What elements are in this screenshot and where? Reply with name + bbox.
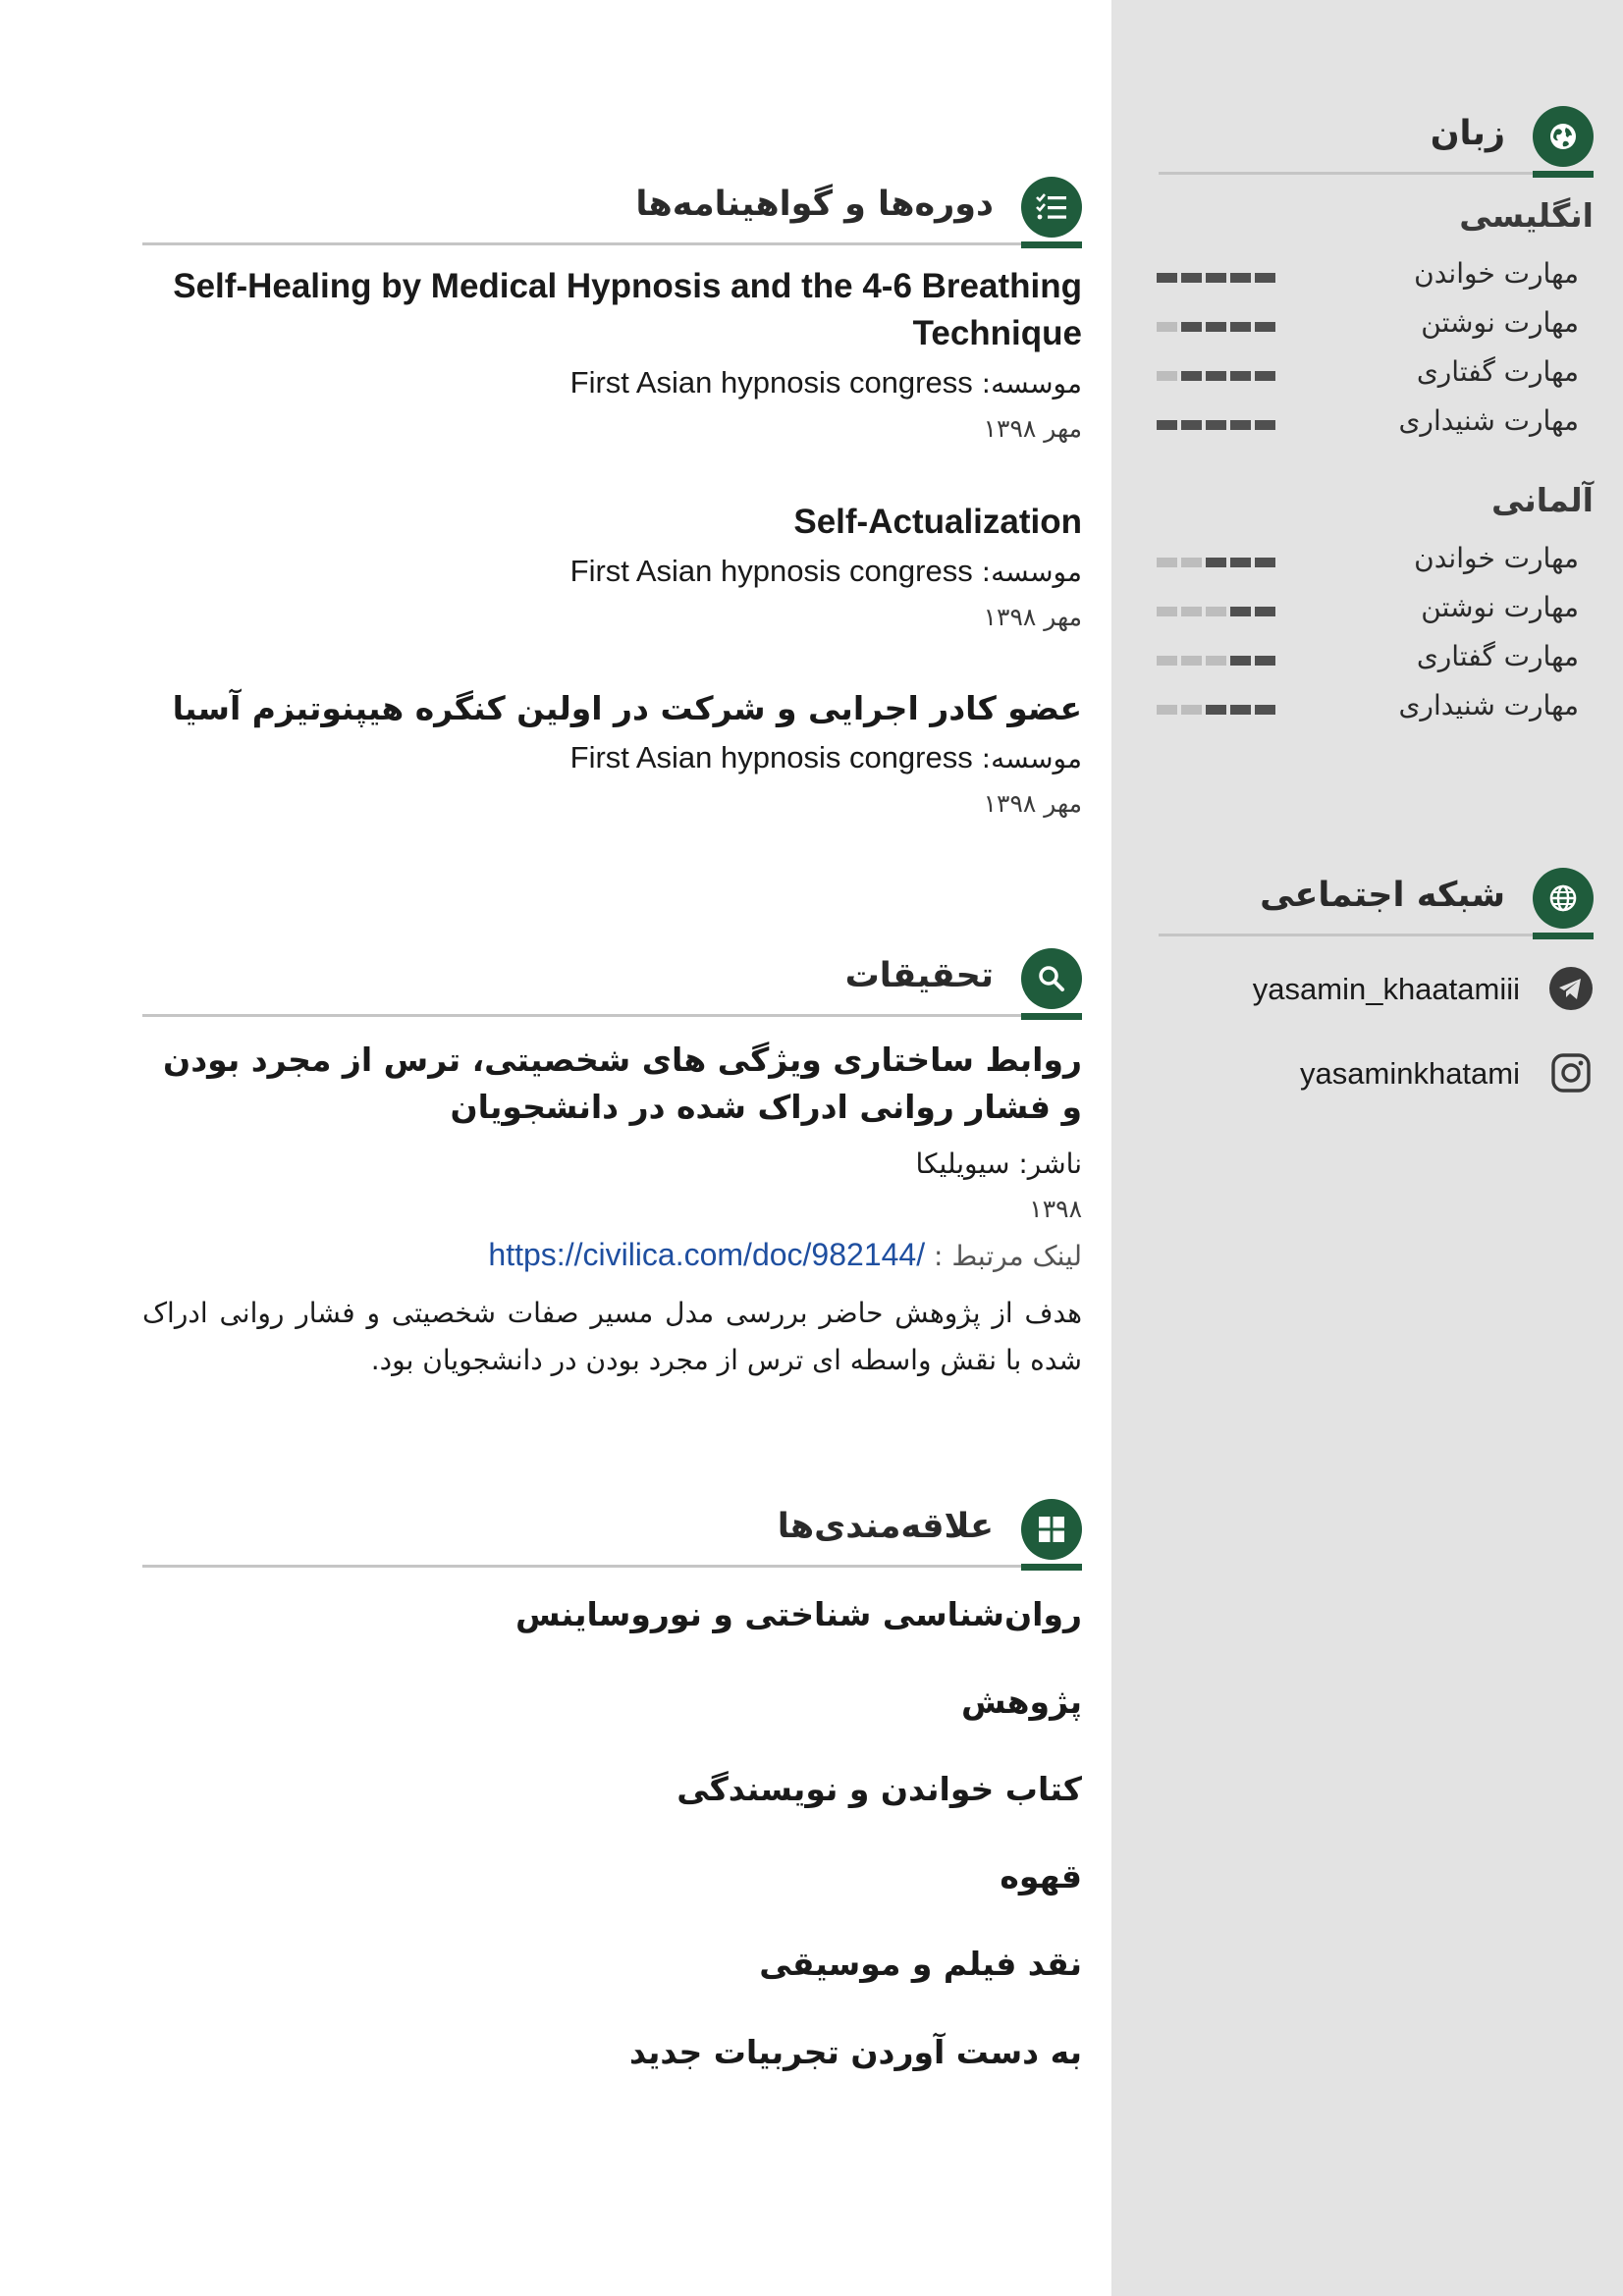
skill-bar-segment [1255,322,1275,332]
skill-bar-segment [1181,322,1202,332]
skill-label: مهارت خواندن [1414,542,1579,574]
skill-bar-segment [1255,607,1275,616]
skill-bar-segment [1181,558,1202,567]
instagram-icon [1548,1050,1594,1095]
interest-item: قهوه [1000,1857,1082,1896]
language-name: انگلیسی [1459,196,1594,235]
skill-bar-segment [1157,322,1177,332]
research-link-row [142,1235,1082,1276]
skill-row [1157,640,1579,681]
skill-bar-segment [1157,607,1177,616]
telegram-handle: yasamin_khaatamiii [1252,972,1520,1006]
skill-bar-segment [1230,322,1251,332]
instagram-handle: yasaminkhatami [1300,1056,1520,1091]
courses-divider [142,242,1082,245]
skill-bar-segment [1206,322,1226,332]
skill-bar-segment [1157,420,1177,430]
skill-bar-segment [1157,273,1177,283]
languages-section-header [1159,106,1594,175]
skill-bar-segment [1206,558,1226,567]
skill-bar-segment [1255,273,1275,283]
skill-row [1157,542,1579,583]
course-date: مهر ۱۳۹۸ [983,603,1082,631]
languages-accent [1533,171,1594,178]
list-check-icon [1021,177,1082,238]
research-item-title: روابط ساختاری ویژگی های شخصیتی، ترس از مجرد بودن و فشار روانی ادراک شده در دانشجویان [163,1041,1082,1126]
skill-label: مهارت نوشتن [1421,591,1579,623]
skill-bar-segment [1181,656,1202,666]
skill-level-bars [1157,607,1278,616]
research-divider [142,1014,1082,1017]
skill-label: مهارت شنیداری [1398,404,1579,437]
research-link[interactable]: https://civilica.com/doc/982144/ [488,1237,926,1272]
skill-bar-segment [1157,656,1177,666]
interest-item: روان‌شناسی شناختی و نوروساینس [514,1595,1082,1633]
research-item [142,1037,1082,1384]
skill-bar-segment [1255,558,1275,567]
course-title: عضو کادر اجرایی و شرکت در اولین کنگره هیپنوتیزم آسیا [172,689,1082,727]
social-section-header [1159,868,1594,936]
skill-level-bars [1157,558,1278,567]
social-title: شبکه اجتماعی [1260,876,1505,915]
search-icon [1021,948,1082,1009]
research-title: تحقیقات [844,956,994,995]
skill-row [1157,689,1579,730]
social-accent [1533,933,1594,939]
interests-divider [142,1565,1082,1568]
skill-label: مهارت گفتاری [1416,355,1579,388]
grid-icon [1021,1499,1082,1560]
course-date: مهر ۱۳۹۸ [983,789,1082,818]
courses-title: دوره‌ها و گواهینامه‌ها [635,185,994,224]
courses-accent [1021,241,1082,248]
skill-bar-segment [1157,558,1177,567]
social-divider [1159,934,1594,936]
skill-row [1157,306,1579,347]
globe-icon [1533,106,1594,167]
skill-bar-segment [1255,420,1275,430]
skill-level-bars [1157,371,1278,381]
skill-level-bars [1157,322,1278,332]
skill-bar-segment [1206,656,1226,666]
skill-label: مهارت شنیداری [1398,689,1579,721]
interest-item: کتاب خواندن و نویسندگی [676,1770,1082,1808]
interest-item: پژوهش [961,1682,1082,1721]
skill-bar-segment [1157,705,1177,715]
interest-item: به دست آوردن تجربیات جدید [628,2033,1082,2071]
skill-bar-segment [1206,607,1226,616]
skill-bar-segment [1255,371,1275,381]
languages-divider [1159,172,1594,175]
skill-bar-segment [1230,558,1251,567]
social-item-instagram[interactable] [1111,1046,1594,1101]
skill-level-bars [1157,705,1278,715]
skill-bar-segment [1157,371,1177,381]
course-institute: موسسه: First Asian hypnosis congress [569,740,1082,774]
skill-bar-segment [1206,420,1226,430]
skill-row [1157,404,1579,446]
course-institute: موسسه: First Asian hypnosis congress [569,554,1082,588]
research-accent [1021,1013,1082,1020]
interests-section-header [142,1499,1082,1568]
skill-level-bars [1157,420,1278,430]
network-globe-icon [1533,868,1594,929]
interests-title: علاقه‌مندی‌ها [777,1507,994,1546]
skill-label: مهارت نوشتن [1421,306,1579,339]
skill-bar-segment [1230,371,1251,381]
languages-title: زبان [1430,114,1505,153]
main-column [142,0,1082,2296]
skill-bar-segment [1181,273,1202,283]
research-section-header [142,948,1082,1017]
course-item [142,685,1082,824]
courses-section-header [142,177,1082,245]
skill-bar-segment [1206,273,1226,283]
skill-bar-segment [1230,273,1251,283]
skill-bar-segment [1230,705,1251,715]
skill-level-bars [1157,656,1278,666]
skill-level-bars [1157,273,1278,283]
skill-bar-segment [1181,705,1202,715]
research-publisher: ناشر: سیویلیکا [915,1148,1082,1180]
skill-bar-segment [1230,420,1251,430]
skill-bar-segment [1230,656,1251,666]
skill-row [1157,591,1579,632]
skill-bar-segment [1181,607,1202,616]
research-year: ۱۳۹۸ [1029,1195,1082,1223]
course-title: Self-Actualization [793,503,1082,541]
telegram-icon [1548,966,1594,1011]
course-title: Self-Healing by Medical Hypnosis and the 4-6 Breathing Technique [173,267,1082,352]
interest-item: نقد فیلم و موسیقی [759,1945,1082,1983]
language-name: آلمانی [1491,481,1594,519]
skill-label: مهارت خواندن [1414,257,1579,290]
skill-bar-segment [1206,371,1226,381]
skill-bar-segment [1255,705,1275,715]
skill-bar-segment [1181,371,1202,381]
skill-row [1157,257,1579,298]
skill-label: مهارت گفتاری [1416,640,1579,672]
research-description: هدف از پژوهش حاضر بررسی مدل مسیر صفات شخصیتی و فشار روانی ادراک شده با نقش واسطه ای ترس از مجرد بودن در دانشجویان بود. [142,1297,1082,1376]
interests-accent [1021,1564,1082,1571]
sidebar [1111,0,1623,2296]
skill-bar-segment [1181,420,1202,430]
course-item [142,263,1082,449]
skill-bar-segment [1255,656,1275,666]
research-link-label: لینک مرتبط : [934,1240,1082,1272]
skill-bar-segment [1206,705,1226,715]
social-item-telegram[interactable] [1111,962,1594,1017]
course-institute: موسسه: First Asian hypnosis congress [569,365,1082,400]
skill-bar-segment [1230,607,1251,616]
skill-row [1157,355,1579,397]
course-item [142,499,1082,637]
course-date: مهر ۱۳۹۸ [983,414,1082,443]
